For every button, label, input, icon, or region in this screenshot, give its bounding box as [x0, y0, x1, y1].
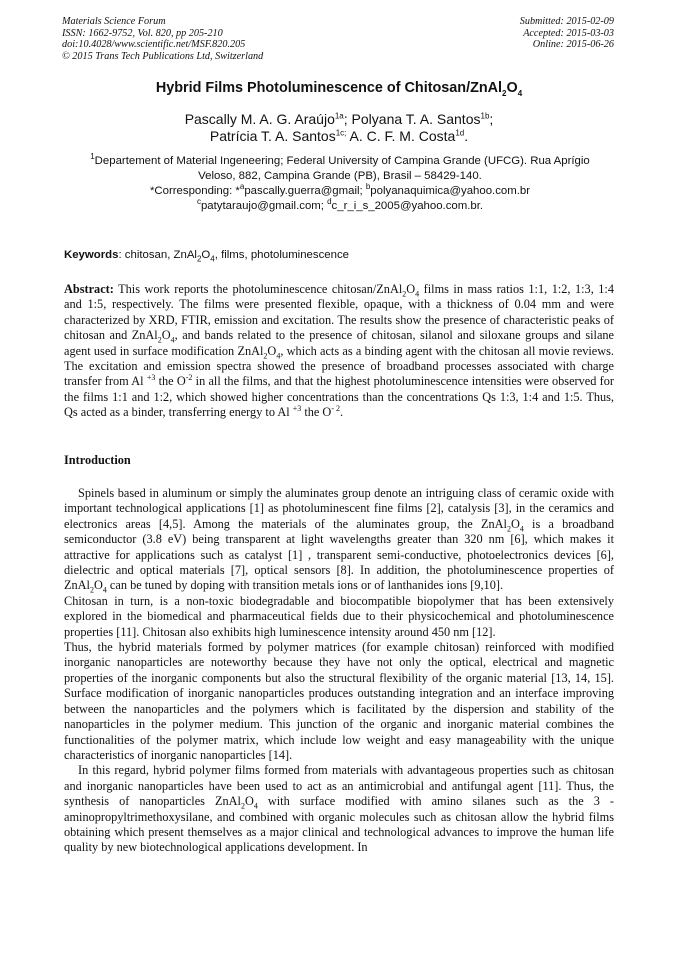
paper-title: Hybrid Films Photoluminescence of Chitosan/$ZnAl_2O_4$: [155, 80, 523, 98]
keywords-label: Keywords: [64, 249, 119, 261]
corresponding-emails-2: $^c$patytaraujo@gmail.com; $^d$c_r_i_s_2005@yahoo.com.br.: [196, 197, 484, 212]
intro-paragraph-3: Thus, the hybrid materials formed by polymer matrices (for example chitosan) reinforced with modified inorganic nanoparticles are noteworthy because they have not only the optical, electrical and magnetic properties of the inorganic components but also the structural flexibility of the organic material [13, 14, 15]. Surface modification of inorganic nanoparticles produces outstanding integration and an interface improving between the nanoparticles and the polymers which is facilitated by the dispersion and stability of the nanoparticles in the polymer medium. This junction of the organic and inorganic material combines the functionalities of the polymer matrix, which include low weight and easy manageability with the unique characteristics of inorganic nanoparticles [14].: [64, 640, 614, 762]
email-polyana[interactable]: polyanaquimica@yahoo.com.br: [370, 185, 531, 197]
affiliation-line-2: Veloso, 882, Campina Grande (PB), Brasil – 58429-140.: [198, 170, 482, 182]
abstract-paragraph: Abstract: This work reports the photoluminescence chitosan/$ZnAl_2O_4$ films in mass ratios 1:1, 1:2, 1:3, 1:4 and 1:5, respectively. The films were presented flexible, opaque, with a thickness of 0.04 mm and were characterized by XRD, FTIR, emission and excitation. The results show the presence of characteristic peaks of chitosan and $ZnAl_2O_4$, and bands related to the presence of chitosan, silanol and siloxane groups and silane agent used in surface modification $ZnAl_2O_4$, which acts as a binding agent with the chitosan all movie reviews. The excitation and emission spectra showed the presence of broadband processes associated with charge transfer from Al $^{+3}$ the $O^{-2}$ in all the films, and that the highest photoluminescence intensities were observed for the films 1:1 and 1:2, which showed higher concentrations than the concentrations Qs 1:3, 1:4 and 1:5. Thus, Qs acted as a binder, transferring energy to Al $^{+3}$ the $O^{- 2}$.: [64, 282, 615, 420]
intro-paragraph-4: In this regard, hybrid polymer films formed from materials with advantageous properties such as chitosan and inorganic nanoparticles have been used to act as an antimicrobial and antifungal agent [11]. Thus, the synthesis of nanoparticles $ZnAl_2O_4$ with surface modified with amino silanes such as the 3 - aminopropyltrimethoxysilane, and combined with organic molecules such as chitosan allow the hybrid films obtaining which present themselves as a major clinical and technological advances to improve the human life quality by new biotechnological applications development. In: [64, 763, 614, 855]
introduction-body: [64, 486, 614, 856]
accepted-date: Accepted: 2015-03-03: [523, 27, 614, 39]
journal-name: Materials Science Forum: [62, 16, 166, 27]
affiliation-block: [70, 154, 610, 214]
submitted-date: Submitted: 2015-02-09: [519, 16, 614, 27]
keywords-line: Keywords: chitosan, $ZnAl_2O_4$, films, photoluminescence: [64, 249, 349, 264]
corresponding-emails-1: *Corresponding: *$^a$pascally.guerra@gmail; $^b$polyanaquimica@yahoo.com.br: [149, 182, 531, 197]
author-line-2: Patrícia T. A. Santos$^{1c;}$ A. C. F. M. Costa$^{1d}$.: [209, 128, 469, 144]
email-araujo[interactable]: pascally.guerra@gmail;: [244, 185, 366, 197]
abstract-label: Abstract:: [64, 282, 114, 296]
author-polyana-santos: Polyana T. A. Santos: [351, 111, 481, 127]
author-patricia-santos: Patrícia T. A. Santos: [209, 128, 336, 144]
journal-header-left: [62, 16, 263, 62]
author-list: [0, 111, 678, 145]
section-heading-introduction: Introduction: [64, 453, 131, 467]
journal-doi[interactable]: doi:10.4028/www.scientific.net/MSF.820.205: [62, 39, 246, 51]
author-line-1: Pascally M. A. G. Araújo$^{1a}$; Polyana T. A. Santos$^{1b}$;: [184, 111, 494, 127]
email-patricia[interactable]: patytaraujo@gmail.com;: [200, 200, 328, 212]
journal-copyright: © 2015 Trans Tech Publications Ltd, Switzerland: [62, 50, 264, 62]
affiliation-line-1: $^1$Departement of Material Ingeneering; Federal University of Campina Grande (UFCG). Rua Aprígio: [90, 152, 590, 167]
intro-paragraph-2: Chitosan in turn, is a non-toxic biodegradable and biocompatible biopolymer that has been extensively explored in the biomedical and pharmaceutical fields due to their physicochemical and photoluminescence properties [11]. Chitosan also exhibits high luminescence intensity around 450 nm [12].: [64, 593, 614, 639]
author-araujo: Pascally M. A. G. Araújo: [184, 111, 335, 127]
intro-paragraph-1: Spinels based in aluminum or simply the aluminates group denote an intriguing class of ceramic oxide with important technological applications [1] as photoluminescent fine films [2], catalysis [3], in the ceramics and electronics areas [4,5]. Among the materials of the aluminates group, the $ZnAl_2O_4$ is a broadband semiconductor (3.8 eV) being transparent at light wavelengths greater than 320 nm [6], which makes it attractive for applications such as catalyst [1] , transparent semi-conductive, photoelectronics devices [6], dielectric and optical materials [7], optical sensors [8]. In addition, the photoluminescence properties of $ZnAl_2O_4$ can be tuned by doping with transition metals ions or of lanthanides ions [9,10].: [64, 486, 614, 595]
journal-header-right: [520, 16, 614, 51]
journal-issn: ISSN: 1662-9752, Vol. 820, pp 205-210: [62, 27, 223, 39]
email-costa[interactable]: c_r_i_s_2005@yahoo.com.br.: [331, 200, 484, 212]
online-date: Online: 2015-06-26: [532, 39, 614, 51]
author-costa: A. C. F. M. Costa: [349, 128, 456, 144]
